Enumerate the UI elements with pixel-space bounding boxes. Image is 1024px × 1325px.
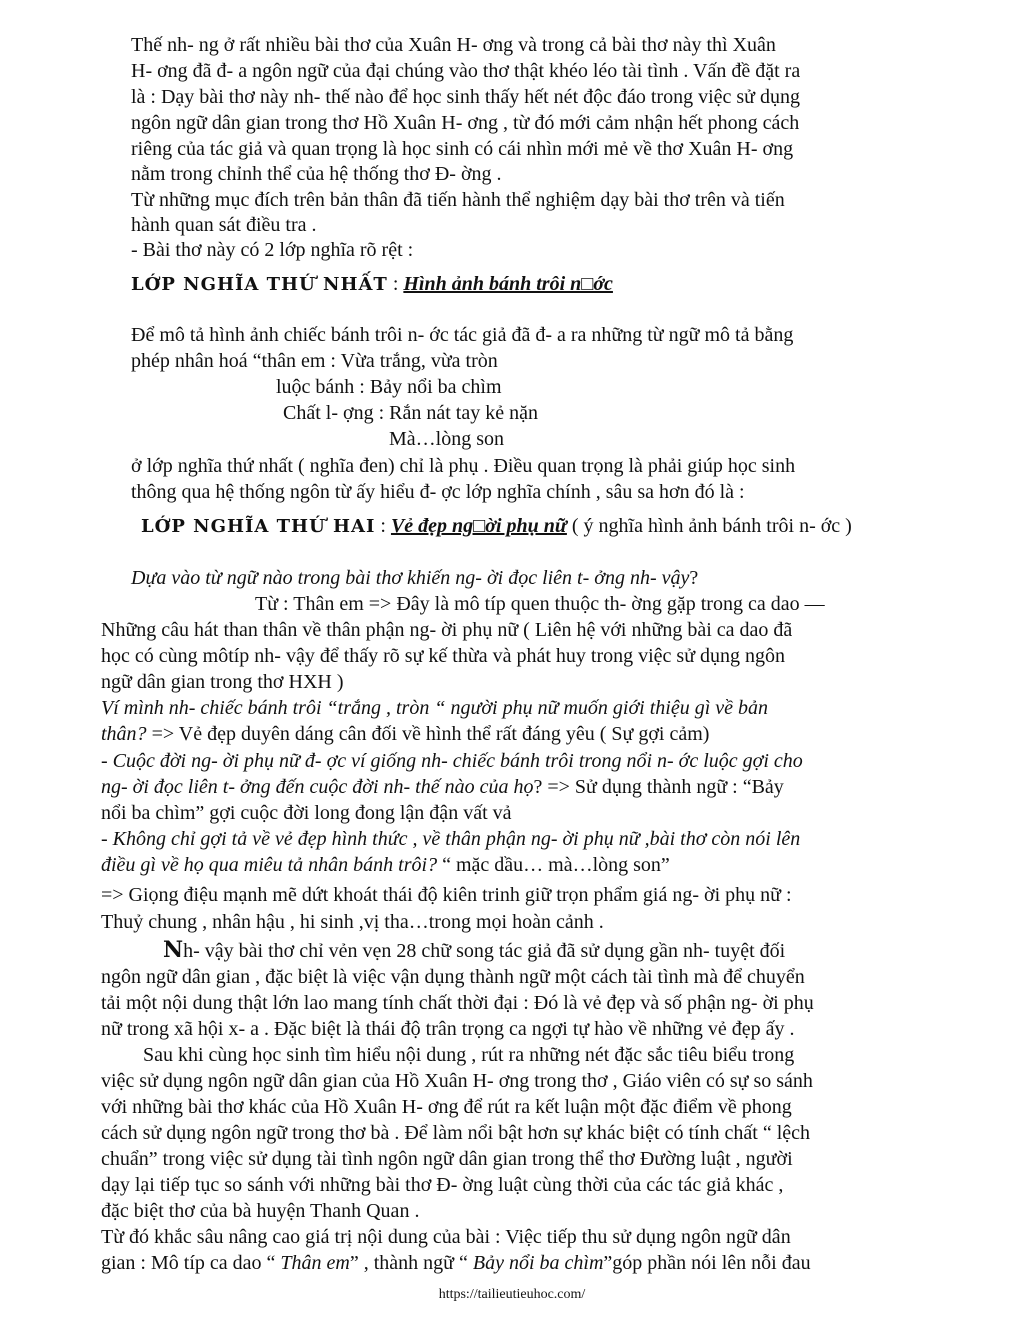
poem-line: Mà…lòng son [389, 428, 504, 450]
text: ”góp phần nói lên nỗi đau [603, 1252, 811, 1274]
answer-text: “ mặc dầu… mà…lòng son” [437, 854, 670, 876]
drop-initial: N [163, 937, 184, 963]
text-line: hành quan sát điều tra . [131, 214, 317, 236]
text-line: chuẩn” trong việc sử dụng tài tình ngôn ngữ dân gian trong thể thơ Đường luật , người [101, 1148, 793, 1170]
text-line: Từ những mục đích trên bản thân đã tiến hành thể nghiệm dạy bài thơ trên và tiến [131, 189, 785, 211]
text-line: Từ đó khắc sâu nâng cao giá trị nội dung của bài : Việc tiếp thu sử dụng ngôn ngữ dân [101, 1226, 791, 1248]
poem-line: Chất l- ợng : Rắn nát tay kẻ nặn [283, 402, 538, 424]
question-line [131, 565, 698, 591]
quoted-phrase: Bảy nổi ba chìm [472, 1252, 604, 1274]
question-line: Ví mình nh- chiếc bánh trôi “trắng , tròn “ người phụ nữ muốn giới thiệu gì về bản [101, 697, 769, 719]
text-line: nữ trong xã hội x- a . Đặc biệt là thái độ trân trọng ca ngợi tự hào về những vẻ đẹp ấy . [101, 1018, 795, 1040]
question-line [101, 774, 784, 800]
text-line: => Giọng điệu mạnh mẽ dứt khoát thái độ kiên trinh giữ trọn phẩm giá ng- ời phụ nữ : [101, 884, 792, 906]
poem-line: luộc bánh : Bảy nổi ba chìm [276, 376, 502, 398]
text-line: Để mô tả hình ảnh chiếc bánh trôi n- ớc tác giả đã đ- a ra những từ ngữ mô tả bằng [131, 324, 794, 346]
answer-line: ngữ dân gian trong thơ HXH ) [101, 671, 344, 693]
text-line: đặc biệt thơ của bà huyện Thanh Quan . [101, 1200, 420, 1222]
text-line: ngôn ngữ dân gian trong thơ Hồ Xuân H- ơng , từ đó mới cảm nhận hết phong cách [131, 112, 800, 134]
text-line: là : Dạy bài thơ này nh- thế nào để học sinh thấy hết nét độc đáo trong việc sử dụng [131, 86, 801, 108]
question-line [101, 721, 709, 747]
question-text: điều gì về họ qua miêu tả nhân bánh trôi? [101, 854, 438, 876]
question-text: Dựa vào từ ngữ nào trong bài thơ khiến ng- ời đọc liên t- ởng nh- vậy [131, 567, 690, 589]
separator: : [375, 515, 391, 537]
text-line: ở lớp nghĩa thứ nhất ( nghĩa đen) chỉ là phụ . Điều quan trọng là phải giúp học sinh [131, 455, 796, 477]
section-title: Vẻ đẹp ng□ời phụ nữ [390, 515, 567, 537]
list-item: - Bài thơ này có 2 lớp nghĩa rõ rệt : [131, 239, 414, 261]
question-mark: ? [689, 567, 699, 589]
answer-text: ? => Sử dụng thành ngữ : “Bảy [533, 776, 784, 798]
text-line: với những bài thơ khác của Hồ Xuân H- ơng để rút ra kết luận một đặc điểm về phong [101, 1096, 792, 1118]
section-note: ( ý nghĩa hình ảnh bánh trôi n- ớc ) [566, 515, 852, 537]
answer-line: nổi ba chìm” gợi cuộc đời long đong lận đận vất vả [101, 802, 512, 824]
question-text: ng- ời đọc liên t- ởng đến cuộc đời nh- thế nào của họ [101, 776, 534, 798]
answer-text: => Vẻ đẹp duyên dáng cân đối về hình thể rất đáng yêu ( Sự gợi cảm) [146, 723, 710, 745]
section-label: LỚP NGHĨA THỨ HAI [141, 516, 376, 537]
summary-first-line [163, 937, 785, 964]
text-line: tải một nội dung thật lớn lao mang tính chất thời đại : Đó là vẻ đẹp và số phận ng- ời phụ [101, 992, 814, 1014]
text-line: việc sử dụng ngôn ngữ dân gian của Hồ Xuân H- ơng trong thơ , Giáo viên có sự so sánh [101, 1070, 813, 1092]
text-line: H- ơng đã đ- a ngôn ngữ của đại chúng vào thơ thật khéo léo tài tình . Vấn đề đặt ra [131, 60, 801, 82]
text-line: cách sử dụng ngôn ngữ trong thơ bà . Để làm nổi bật hơn sự khác biệt có tính chất “ lệch [101, 1122, 811, 1144]
text-line [101, 1250, 811, 1276]
text-line: Sau khi cùng học sinh tìm hiểu nội dung , rút ra những nét đặc sắc tiêu biểu trong [143, 1044, 795, 1066]
text-line: ngôn ngữ dân gian , đặc biệt là việc vận dụng thành ngữ một cách tài tình mà để chuyển [101, 966, 805, 988]
text: h- vậy bài thơ chỉ vẻn vẹn 28 chữ song tác giả đã sử dụng gần nh- tuyệt đối [183, 940, 786, 962]
text: ” , thành ngữ “ [349, 1252, 473, 1274]
text-line: Thuỷ chung , nhân hậu , hi sinh ,vị tha…trong mọi hoàn cảnh . [101, 911, 604, 933]
answer-line: học có cùng môtíp nh- vậy để thấy rõ sự kế thừa và phát huy trong việc sử dụng ngôn [101, 645, 786, 667]
text: gian : Mô típ ca dao “ [101, 1252, 281, 1274]
question-text: thân? [101, 723, 147, 745]
answer-line: Những câu hát than thân về thân phận ng- ời phụ nữ ( Liên hệ với những bài ca dao đã [101, 619, 793, 641]
question-line [101, 852, 670, 878]
text-line: dạy lại tiếp tục so sánh với những bài thơ Đ- ờng luật cùng thời của các tác giả khác , [101, 1174, 784, 1196]
text-line: nằm trong chỉnh thể của hệ thống thơ Đ- ờng . [131, 163, 502, 185]
separator: : [387, 273, 404, 295]
question-line: - Không chỉ gợi tả về vẻ đẹp hình thức , về thân phận ng- ời phụ nữ ,bài thơ còn nói lên [101, 828, 801, 850]
text-line: Thế nh- ng ở rất nhiều bài thơ của Xuân H- ơng và trong cả bài thơ này thì Xuân [131, 34, 776, 56]
section-heading-layer-1 [131, 271, 613, 298]
text-line: thông qua hệ thống ngôn từ ấy hiểu đ- ợc lớp nghĩa chính , sâu sa hơn đó là : [131, 481, 745, 503]
section-title: Hình ảnh bánh trôi n□ớc [403, 273, 613, 295]
question-line: - Cuộc đời ng- ời phụ nữ đ- ợc ví giống nh- chiếc bánh trôi trong nổi n- ớc luộc gợi cho [101, 750, 803, 772]
text-line: riêng của tác giả và quan trọng là học sinh có cái nhìn mới mẻ về thơ Xuân H- ơng [131, 138, 794, 160]
answer-line: Từ : Thân em => Đây là mô típ quen thuộc th- ờng gặp trong ca dao — [255, 593, 825, 615]
section-heading-layer-2 [141, 513, 852, 540]
footer-url: https://tailieutieuhoc.com/ [438, 1287, 586, 1302]
section-label: LỚP NGHĨA THỨ NHẤT [131, 274, 388, 295]
text-line: phép nhân hoá “thân em : Vừa trắng, vừa tròn [131, 350, 498, 372]
quoted-phrase: Thân em [280, 1252, 350, 1274]
